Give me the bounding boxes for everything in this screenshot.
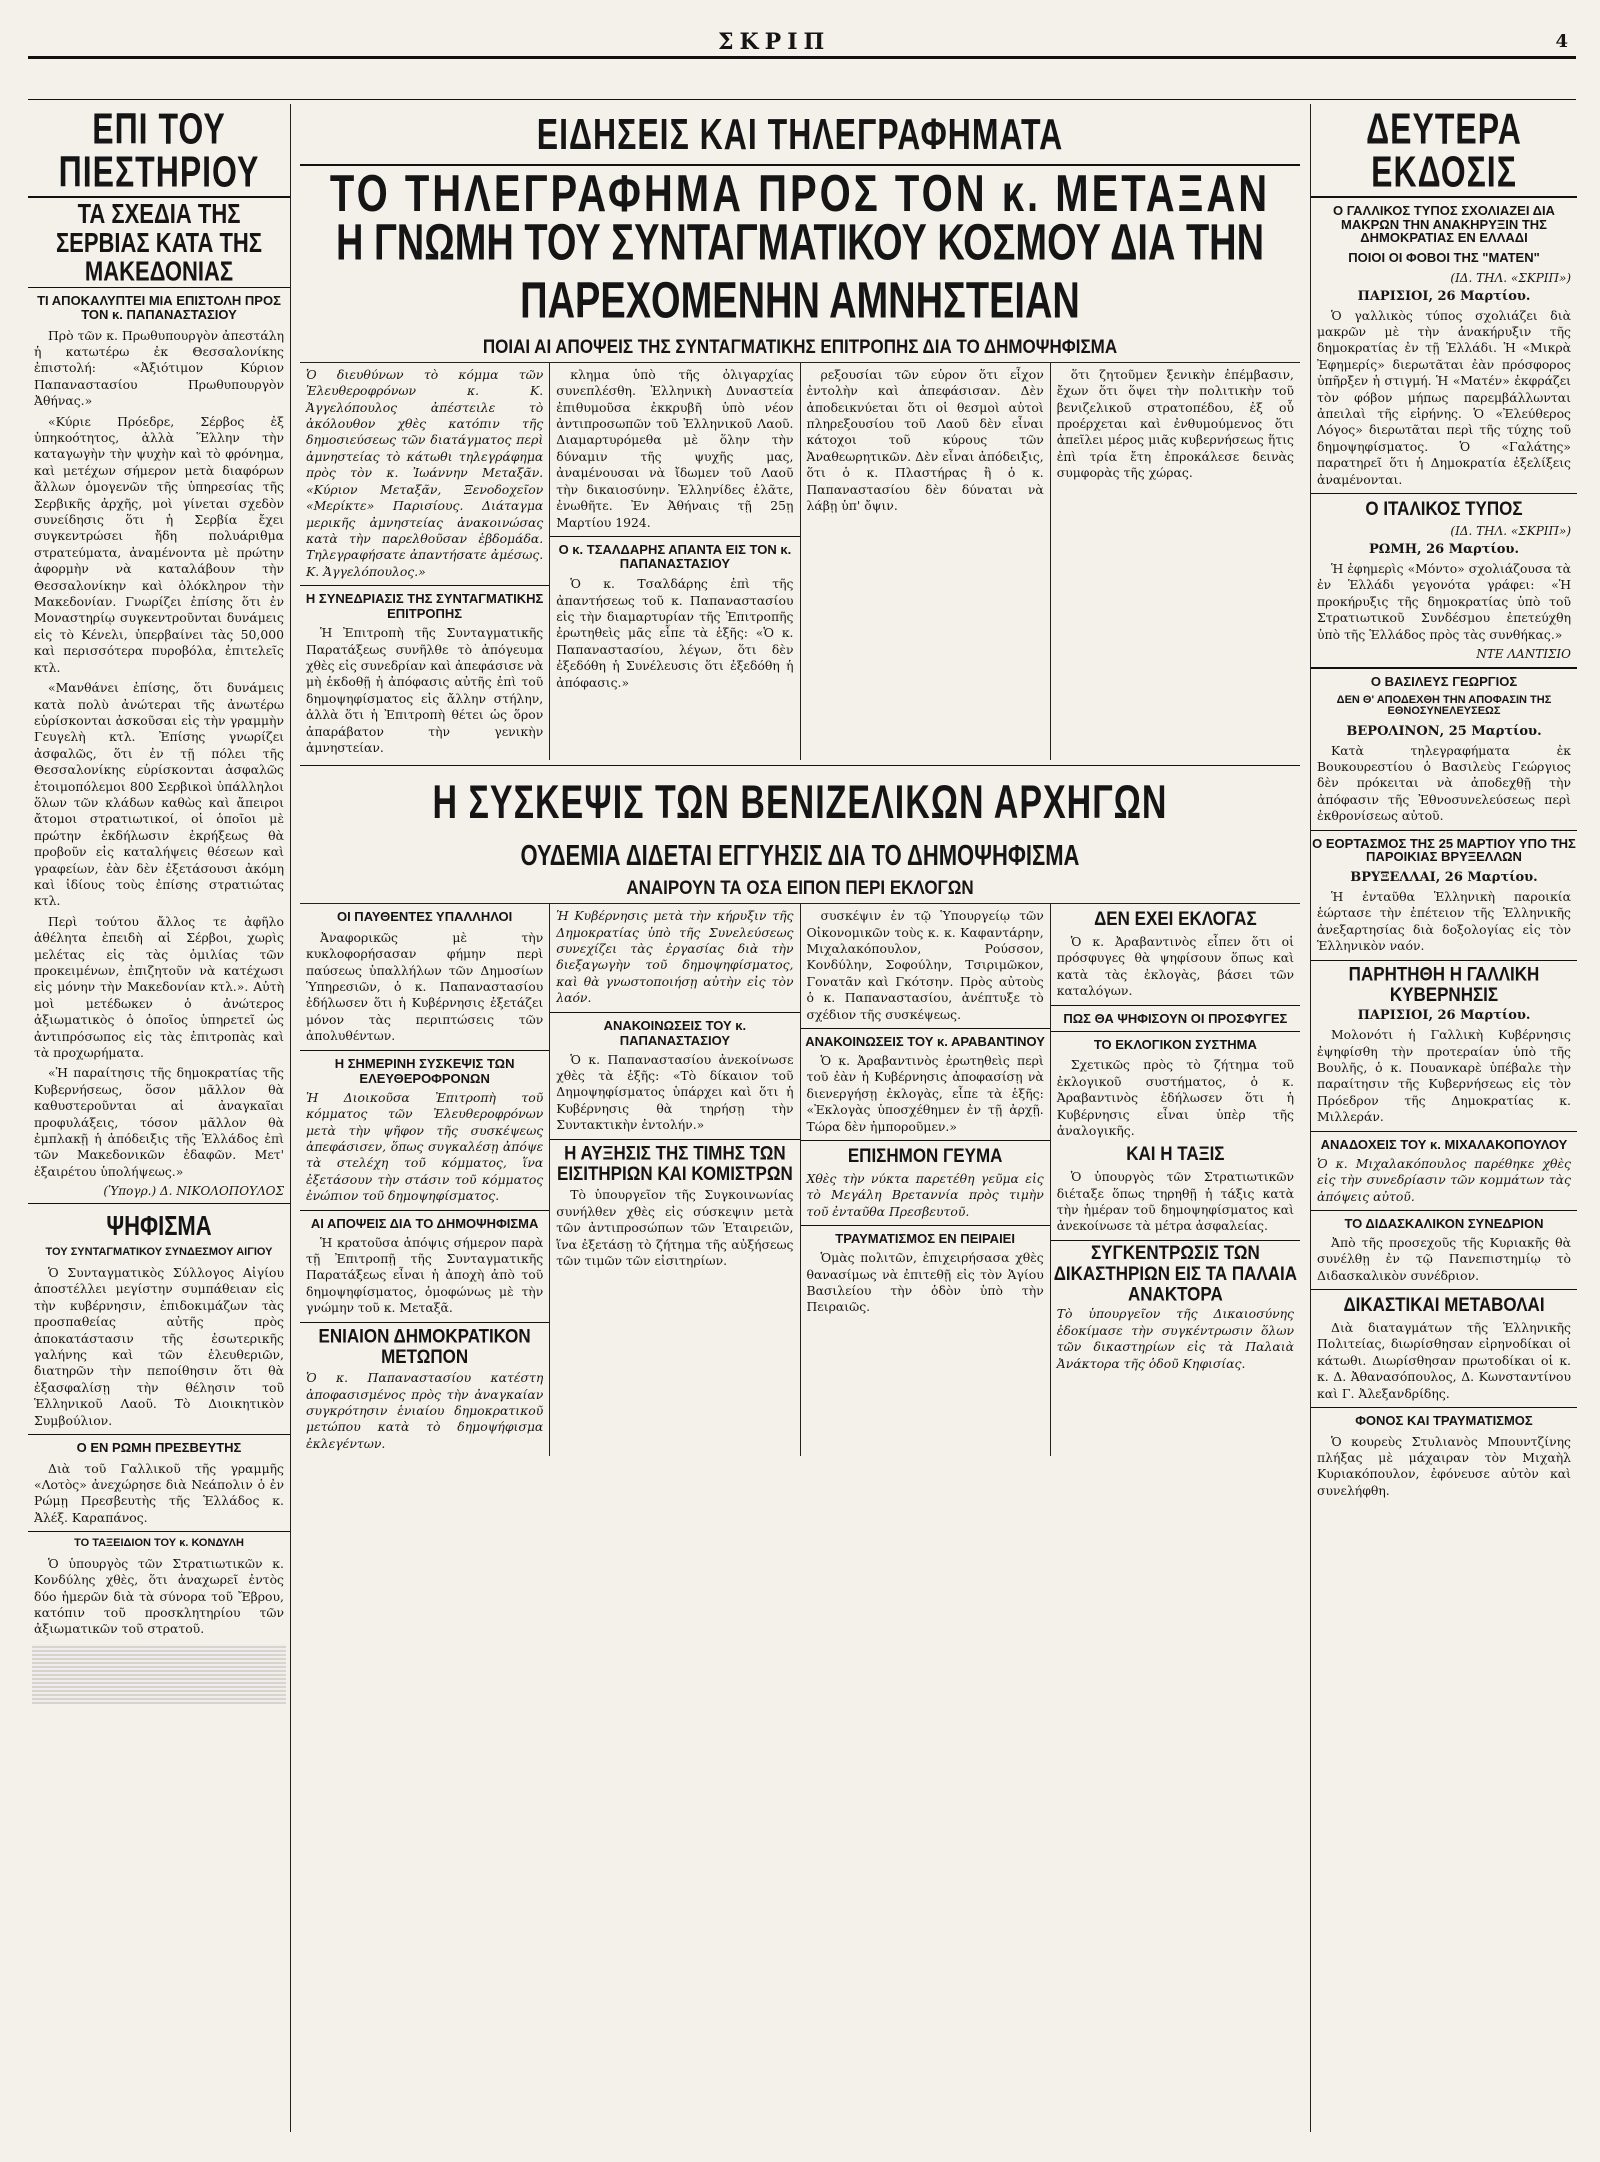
article-text: συσκέψιν ἐν τῷ Ὑπουργείῳ τῶν Οἰκονομικῶν τοὺς κ. κ. Καφαντάρην, Μιχαλακόπουλον, Ρούσσον, Κονδύλην, Σοφούλην, Τσιριμῶκον, Γονατᾶν καὶ Γκότσην. Πρὸς αὐτοὺς ὁ κ. Παπαναστασίου, ἀνέπτυξε τὸ σχέδιον τῆς συσκέψεως. <box>806 908 1044 1022</box>
amnesty-banner: Η ΓΝΩΜΗ ΤΟΥ ΣΥΝΤΑΓΜΑΤΙΚΟΥ ΚΟΣΜΟΥ ΔΙΑ ΤΗΝ ΠΑΡΕΧΟΜΕΝΗΝ ΑΜΝΗΣΤΕΙΑΝ <box>335 214 1265 330</box>
article-text: Ὁ κ. Μιχαλακόπουλος παρέθηκε χθὲς εἰς τὴν συνεδρίασιν τῶν κομμάτων τὰς ἀπόψεις αὐτοῦ. <box>1317 1155 1571 1204</box>
article-text: Τὸ ὑπουργεῖον τῆς Δικαιοσύνης ἐδοκίμασε τὴν συγκέντρωσιν ὅλων τῶν δικαστηρίων εἰς τὰ Παλαιὰ Ἀνάκτορα τῆς ὁδοῦ Κηφισίας. <box>1056 1306 1294 1371</box>
prices-headline: Η ΑΥΞΗΣΙΣ ΤΗΣ ΤΙΜΗΣ ΤΩΝ ΕΙΣΙΤΗΡΙΩΝ ΚΑΙ ΚΟΜΙΣΤΡΩΝ <box>556 1141 793 1185</box>
source-tag: (ΙΔ. ΤΗΛ. «ΣΚΡΙΠ») <box>1450 523 1571 538</box>
dateline: ΒΕΡΟΛΙΝΟΝ, 25 Μαρτίου. <box>1346 723 1542 739</box>
venizelist-banner: Η ΣΥΣΚΕΨΙΣ ΤΩΝ ΒΕΝΙΖΕΛΙΚΩΝ ΑΡΧΗΓΩΝ <box>432 776 1168 830</box>
committee-subhead: Η ΣΥΝΕΔΡΙΑΣΙΣ ΤΗΣ ΣΥΝΤΑΓΜΑΤΙΚΗΣ ΕΠΙΤΡΟΠΗΣ <box>305 591 544 622</box>
article-text: Ὁ διευθύνων τὸ κόμμα τῶν Ἐλευθεροφρόνων κ. Κ. Ἀγγελόπουλος ἀπέστειλε τὸ ἀκόλουθον χθὲς κατόπιν τῆς δημοσιεύσεως τῶν διατάγματος περὶ ἀμνηστείας τὸ κάτωθι τηλεγράφημα πρὸς τὸν κ. Ἰωάννην Μεταξᾶν. «Κύριον Μεταξᾶν, Ξενοδοχεῖον «Μερίκτε» Παρισίους. Διάταγμα μερικῆς ἀμνηστείας ἀνακοινώσας κατὰ τὴν παρελθοῦσαν ἑβδομάδα. Τηλεγραφήσατε ἀπαντήσατε ἀμέσως. Κ. Ἀγγελόπουλος.» <box>306 366 544 579</box>
article-text: «Ἡ παραίτησις τῆς δημοκρατίας τῆς Κυβερνήσεως, ὅσον μᾶλλον θὰ καθυστεροῦνται αἱ ἀναγκαῖαι προφυλάξεις, τόσον μᾶλλον θὰ ἐμπλακῇ ἡ ἀπόδειξις τῆς Ἑλλάδος ἐπὶ τῶν Μακεδονικῶν ἐδαφῶν. Μετ' ἐξαιρέτου ὑπολήψεως.» <box>34 1065 284 1179</box>
papanastasiou-subhead: ΑΝΑΚΟΙΝΩΣΕΙΣ ΤΟΥ κ. ΠΑΠΑΝΑΣΤΑΣΙΟΥ <box>603 1017 747 1048</box>
signature: ΝΤΕ ΛΑΝΤΙΣΙΟ <box>1476 646 1571 661</box>
masthead <box>28 29 1576 100</box>
article-text: Ἡ ἐφημερὶς «Μόντο» σχολιάζουσα τὰ ἐν Ἑλλάδι γεγονότα γράφει: «Ἡ προκήρυξις τῆς δημοκρατίας ὑπὸ τοῦ Στρατιωτικοῦ Συνδέσμου ἐπετεύχθη ὑπὸ τῆς Ἑλλάδος πρὸς τὰς συνθήκας.» <box>1317 560 1571 642</box>
left-column <box>28 104 291 2132</box>
signature: (Ὑπογρ.) Δ. ΝΙΚΟΛΟΠΟΥΛΟΣ <box>103 1184 284 1199</box>
paper-name: ΣΚΡΙΠ <box>718 29 831 55</box>
french-govt-headline: ΠΑΡΗΤΗΘΗ Η ΓΑΛΛΙΚΗ ΚΥΒΕΡΝΗΣΙΣ <box>1348 962 1540 1006</box>
psifisma-headline: ΨΗΦΙΣΜΑ <box>106 1210 212 1242</box>
article-text: Κατὰ τηλεγραφήματα ἐκ Βουκουρεστίου ὁ Βασιλεὺς Γεώργιος δὲν πρόκειται νὰ ἀποδεχθῇ τὴν ἀπόφασιν τῆς Ἐθνοσυνελεύσεως περὶ ἐκθρονίσεως αὐτοῦ. <box>1317 742 1571 824</box>
dateline: ΠΑΡΙΣΙΟΙ, 26 Μαρτίου. <box>1357 1008 1531 1024</box>
article-text: Ἡ Διοικοῦσα Ἐπιτροπὴ τοῦ κόμματος τῶν Ἐλευθεροφρόνων μετὰ τὴν ψῆφον τῆς συσκέψεως ἀπεφάσισεν, ὅπως συγκαλέσῃ ἀπόψε τὰ στελέχη τοῦ κόμματος, ἵνα ἐξετάσουν τὴν στάσιν τοῦ κόμματος ἐνώπιον τοῦ δημοψηφίσματος. <box>306 1089 544 1204</box>
psifisma-subhead: ΤΟΥ ΣΥΝΤΑΓΜΑΤΙΚΟΥ ΣΥΝΔΕΣΜΟΥ ΑΙΓΙΟΥ <box>45 1246 273 1259</box>
dateline: ΡΩΜΗ, 26 Μαρτίου. <box>1369 541 1519 557</box>
article-text: Ὁ ὑπουργὸς τῶν Στρατιωτικῶν κ. Κονδύλης χθὲς, ὅτι ἀναχωρεῖ ἐντὸς δύο ἡμερῶν διὰ τὰ σύνορα τοῦ Ἔβρου, κατόπιν τοῦ προσκλητηρίου τῶν ἀξιωματικῶν τοῦ στρατοῦ. <box>34 1555 284 1637</box>
brussels-headline: Ο ΕΟΡΤΑΣΜΟΣ ΤΗΣ 25 ΜΑΡΤΙΟΥ ΥΠΟ ΤΗΣ ΠΑΡΟΙΚΙΑΣ ΒΡΥΞΕΛΛΩΝ <box>1312 835 1576 865</box>
amnesty-subbanner: ΠΟΙΑΙ ΑΙ ΑΠΟΨΕΙΣ ΤΗΣ ΣΥΝΤΑΓΜΑΤΙΚΗΣ ΕΠΙΤΡΟΠΗΣ ΔΙΑ ΤΟ ΔΗΜΟΨΗΦΙΣΜΑ <box>482 335 1118 358</box>
article-text: Διὰ τοῦ Γαλλικοῦ τῆς γραμμῆς «Λοτὸς» ἀνεχώρησε διὰ Νεάπολιν ὁ ἐν Ρώμῃ Πρεσβευτὴς τῆς Ἑλλάδος κ. Ἀλέξ. Καραπάνος. <box>34 1460 284 1525</box>
tsaldaris-headline: Ο κ. ΤΣΑΛΔΑΡΗΣ ΑΠΑΝΤΑ ΕΙΣ ΤΟΝ κ. ΠΑΠΑΝΑΣΤΑΣΙΟΥ <box>558 541 792 571</box>
metopon-headline: ΕΝΙΑΙΟΝ ΔΗΜΟΚΡΑΤΙΚΟΝ ΜΕΤΩΠΟΝ <box>318 1324 531 1368</box>
french-press-headline: Ο ΓΑΛΛΙΚΟΣ ΤΥΠΟΣ ΣΧΟΛΙΑΖΕΙ ΔΙΑ ΜΑΚΡΩΝ ΤΗΝ ΑΝΑΚΗΡΥΞΙΝ ΤΗΣ ΔΗΜΟΚΡΑΤΙΑΣ ΕΝ ΕΛΛΑΔΙ <box>1333 203 1555 246</box>
article-text: «Μανθάνει ἐπίσης, ὅτι δυνάμεις κατὰ πολὺ ἀνώτεραι τῆς ἀνωτέρω εὑρίσκονται ἀσκοῦσαι εἰς τὴν γραμμὴν Γευγελὴ κτλ. Ἐπίσης γνωρίζει ἀσφαλῶς, ὅτι ἐν τῇ πόλει τῆς Θεσσαλονίκης εὑρίσκονται ἀσφαλῶς ἑτοιμοπόλεμοι 800 Σερβικοὶ ὑπάλληλοι ὅλων τῶν κλάδων καθὼς καὶ ἄπειροι ἄτομοι στρατιωτικοί, οἱ ὁποῖοι μὲ πρώτην ἐκδήλωσιν ἐκρήξεως θὰ προβοῦν εἰς καταλήψεις θέσεων καὶ γραφείων, ἐὰν δὲν ἐξετάσουσι ἀκόμη καὶ ἰδίους τοὺς ἐπίσης στρατιώτας κτλ. <box>34 680 284 909</box>
center-kicker: ΕΙΔΗΣΕΙΣ ΚΑΙ ΤΗΛΕΓΡΑΦΗΜΑΤΑ <box>536 109 1064 159</box>
murder-headline: ΦΟΝΟΣ ΚΑΙ ΤΡΑΥΜΑΤΙΣΜΟΣ <box>1355 1413 1533 1429</box>
article-text: «Κύριε Πρόεδρε, Σέρβος ἐξ ὑπηκοότητος, ἀλλὰ Ἕλλην τὴν καταγωγὴν τὴν ψυχὴν καὶ τὸ φρόνημα, καὶ μετέχων σήμερον μετὰ διαφόρων ἄλλων ὁμογενῶν τῆς ὑπηρεσίας τῆς Σερβικῆς ἀρχῆς, μοὶ γίνεται σχεδὸν συνείδησις ὅτι ἡ Σερβία ἔχει συγκεντρώσει ἤδη πολυάριθμα στρατεύματα, ἀναμένοντα μὲ πρώτην ἀφορμὴν νὰ καταλάβουν τὴν Θεσσαλονίκην καὶ ὁλόκληρον τὴν Μακεδονίαν. Γνωρίζει ἐπίσης ὅτι ἐν Μοναστηρίῳ συγκεντροῦνται δυνάμεις εἰς τὸ Κένελι, ὑπερβαίνει τὰς 50,000 καὶ περισσότερα πυροβόλα, ἐπιτελεῖς κτλ. <box>34 413 284 675</box>
upper-columns <box>300 362 1300 761</box>
article-text: Ἡ κρατοῦσα ἀπόψις σήμερον παρὰ τῇ Ἐπιτροπῇ τῆς Συνταγματικῆς Παρατάξεως εἶναι ἡ ἀποχὴ ἀπὸ τοῦ δημοψηφίσματος, ὁμοφώνως μὲ τὴν γνώμην τοῦ κ. Μεταξᾶ. <box>306 1234 544 1316</box>
article-text: Τὸ ὑπουργεῖον τῆς Συγκοινωνίας συνήλθεν χθὲς εἰς σύσκεψιν μετὰ τῶν ἀντιπροσώπων τῶν Ἑταιρειῶν, ἵνα ἐξετάσῃ τὸ ζήτημα τῆς αὐξήσεως τῶν τιμῶν τῶν εἰσιτηρίων. <box>556 1187 794 1268</box>
dateline: ΠΑΡΙΣΙΟΙ, 26 Μαρτίου. <box>1357 288 1531 304</box>
maten-subhead: ΠΟΙΟΙ ΟΙ ΦΟΒΟΙ ΤΗΣ "ΜΑΤΕΝ" <box>1348 249 1540 265</box>
geuma-headline: ΕΠΙΣΗΜΟΝ ΓΕΥΜΑ <box>847 1144 1003 1167</box>
article-text: Χθὲς τὴν νύκτα παρετέθη γεῦμα εἰς τὸ Μεγάλη Βρεταννία πρὸς τιμὴν τοῦ ἐνταῦθα Πρεσβευτοῦ. <box>806 1170 1044 1219</box>
article-text: Μολονότι ἡ Γαλλικὴ Κυβέρνησις ἐψηφίσθη τὴν προτεραίαν ὑπὸ τῆς Βουλῆς, ὁ κ. Πουανκαρὲ ὑπέβαλε τὴν παραίτησιν τῆς Κυβερνήσεως εἰς τὸν Πρόεδρον τῆς Δημοκρατίας κ. Μιλλεράν. <box>1317 1027 1571 1125</box>
italian-press-headline: Ο ΙΤΑΛΙΚΟΣ ΤΥΠΟΣ <box>1365 497 1523 520</box>
aravantinos-subhead: ΑΝΑΚΟΙΝΩΣΕΙΣ ΤΟΥ κ. ΑΡΑΒΑΝΤΙΝΟΥ <box>805 1034 1045 1050</box>
article-text: ὅτι ζητοῦμεν ξενικὴν ἐπέμβασιν, ἔχων ὅτι ὅψει τὴν πολιτικὴν τοῦ βενιζελικοῦ στρατοπέδου, ἐξ οὗ προέρχεται καὶ ἐνθυμούμενος ὅτι ἀπεῖλει μέρος μιᾶς κυβερνήσεως ἥτις ἐπὶ τρία ἔτη ἐπροκάλεσε δεινὰς συμφορὰς τῆς χώρας. <box>1056 366 1294 481</box>
article-text: Ὁμὰς πολιτῶν, ἐπιχειρήσασα χθὲς θανασίμως νὰ ἐπιτεθῇ εἰς τὸν Ἁγίου Βασιλείου τὴν ὁδὸν ὑπὸ τὴν Πειραιῶς. <box>806 1250 1044 1315</box>
page-number: 4 <box>1555 31 1568 52</box>
article-text: Ἀπὸ τῆς προσεχοῦς τῆς Κυριακῆς θὰ συνέλθῃ ἐν τῷ Πανεπιστημίῳ τὸ Διδασκαλικὸν συνέδριον. <box>1317 1234 1571 1283</box>
views-subhead: ΑΙ ΑΠΟΨΕΙΣ ΔΙΑ ΤΟ ΔΗΜΟΨΗΦΙΣΜΑ <box>310 1215 539 1231</box>
center-section <box>300 104 1300 2132</box>
serbia-headline: ΤΑ ΣΧΕΔΙΑ ΤΗΣ ΣΕΡΒΙΑΣ ΚΑΤΑ ΤΗΣ ΜΑΚΕΔΟΝΙΑΣ <box>55 198 263 288</box>
michalakopoulos-subhead: ΑΝΑΔΟΧΕΙΣ ΤΟΥ κ. ΜΙΧΑΛΑΚΟΠΟΥΛΟΥ <box>1320 1136 1568 1152</box>
article-text: Ὁ κ. Ἀραβαντινὸς εἶπεν ὅτι οἱ πρόσφυγες θὰ ψηφίσουν ὅπως καὶ κατὰ τὰς ἐκλογὰς, βάσει τῶν καταλόγων. <box>1056 934 1294 999</box>
article-text: Σχετικῶς πρὸς τὸ ζήτημα τοῦ ἐκλογικοῦ συστήματος, ὁ κ. Ἀραβαντινὸς ἐδήλωσεν ὅτι ἡ Κυβέρνησις εἶναι ὑπὲρ τῆς ἀναλογικῆς. <box>1056 1057 1294 1138</box>
injury-subhead: ΤΡΑΥΜΑΤΙΣΜΟΣ ΕΝ ΠΕΙΡΑΙΕΙ <box>835 1231 1015 1247</box>
judicial-headline: ΔΙΚΑΣΤΙΚΑΙ ΜΕΤΑΒΟΛΑΙ <box>1343 1293 1545 1316</box>
refugees-subhead: ΠΩΣ ΘΑ ΨΗΦΙΣΟΥΝ ΟΙ ΠΡΟΣΦΥΓΕΣ <box>1063 1010 1288 1026</box>
ambassador-headline: Ο ΕΝ ΡΩΜΗ ΠΡΕΣΒΕΥΤΗΣ <box>76 1439 242 1455</box>
article-text: Ὁ κ. Τσαλδάρης ἐπὶ τῆς ἀπαντήσεως τοῦ κ. Παπαναστασίου εἰς τὴν διαμαρτυρίαν τῆς Ἐπιτροπῆς ἐρωτηθεὶς μᾶς εἶπε τὰ ἑξῆς: «Ὁ κ. Παπαναστασίου, λέγων, ὅτι δὲν ἐξεδόθη ἡ Συνέλευσις ὅτι ἐξεδόθη ἡ ἀπόφασις.» <box>556 576 794 690</box>
second-edition-kicker: ΔΕΥΤΕΡΑ ΕΚΔΟΣΙΣ <box>1366 104 1522 196</box>
kondylis-headline: ΤΟ ΤΑΞΕΙΔΙΟΝ ΤΟΥ κ. ΚΟΝΔΥΛΗ <box>74 1537 244 1550</box>
lower-columns <box>300 903 1300 1456</box>
article-text: Ὁ κ. Ἀραβαντινὸς ἐρωτηθεὶς περὶ τοῦ ἐὰν ἡ Κυβέρνησις ἀποφασίσῃ νὰ διενεργήσῃ ἐκλογὰς, εἶπε τὰ ἑξῆς: «Ἐκλογὰς ὑποσχέθημεν ἐν τῇ ἀρχῇ. Τώρα δὲν ἠμποροῦμεν.» <box>806 1053 1044 1134</box>
article-text: Ὁ κ. Παπαναστασίου ἀνεκοίνωσε χθὲς τὰ ἑξῆς: «Τὸ δίκαιον τοῦ Δημοψηφίσματος ὑπάρχει καὶ ὅτι ἡ Κυβέρνησις θὰ τηρήσῃ τὴν Συντακτικὴν ἐντολήν.» <box>556 1051 794 1133</box>
elections-subbanner: ΑΝΑΙΡΟΥΝ ΤΑ ΟΣΑ ΕΙΠΟΝ ΠΕΡΙ ΕΚΛΟΓΩΝ <box>626 876 974 899</box>
courts-headline: ΣΥΓΚΕΝΤΡΩΣΙΣ ΤΩΝ ΔΙΚΑΣΤΗΡΙΩΝ ΕΙΣ ΤΑ ΠΑΛΑΙΑ ΑΝΑΚΤΟΡΑ <box>1053 1241 1298 1305</box>
king-headline: Ο ΒΑΣΙΛΕΥΣ ΓΕΩΡΓΙΟΣ <box>1370 673 1518 689</box>
article-text: Ἡ Κυβέρνησις μετὰ τὴν κήρυξιν τῆς Δημοκρατίας ὑπὸ τῆς Συνελεύσεως συνεχίζει τὰς ἐργασίας διὰ τὴν διεξαγωγὴν τοῦ δημοψηφίσματος, καὶ θὰ γνωστοποιήσῃ αὐτὴν εἰς τὸν λαόν. <box>556 908 794 1006</box>
no-elections-headline: ΔΕΝ ΕΧΕΙ ΕΚΛΟΓΑΣ <box>1094 907 1257 930</box>
source-tag: (ΙΔ. ΤΗΛ. «ΣΚΡΙΠ») <box>1450 270 1571 285</box>
order-headline: ΚΑΙ Η ΤΑΞΙΣ <box>1126 1142 1225 1165</box>
metaxas-headline: ΤΟ ΤΗΛΕΓΡΑΦΗΜΑ ΠΡΟΣ ΤΟΝ κ. ΜΕΤΑΞΑΝ <box>329 165 1271 223</box>
referendum-banner: ΟΥΔΕΜΙΑ ΔΙΔΕΤΑΙ ΕΓΓΥΗΣΙΣ ΔΙΑ ΤΟ ΔΗΜΟΨΗΦΙΣΜΑ <box>520 839 1080 872</box>
article-text: Ὁ Συνταγματικὸς Σύλλογος Αἰγίου ἀποστέλλει μεγίστην συμπάθειαν εἰς τὴν κυβέρνησιν, ἐπιδοκιμάζων τὰς προσπαθείας αὐτῆς πρὸς ἀποκατάστασιν τῆς ἐσωτερικῆς γαλήνης καὶ τῶν ἐλευθεριῶν, διατηρῶν τὴν πεποίθησιν ὅτι θὰ ἐξασφαλίσῃ τὴν θέλησιν τοῦ Ἑλληνικοῦ Λαοῦ. Τὸ Διοικητικὸν Συμβούλιον. <box>34 1264 284 1428</box>
article-text: Ὁ κ. Παπαναστασίου κατέστη ἀποφασισμένος πρὸς τὴν ἀναγκαίαν συγκρότησιν ἑνιαίου δημοκρατικοῦ μετώπου κατὰ τὸ δημοψήφισμα ἐκλεγέντων. <box>306 1370 544 1451</box>
damaged-print-area <box>32 1644 286 1704</box>
article-text: Ὁ γαλλικὸς τύπος σχολιάζει διὰ μακρῶν μὲ τὴν ἀνακήρυξιν τῆς δημοκρατίας ἐν τῇ Ἑλλάδι. Ἡ «Μικρὰ Ἐφημερίς» διερωτᾶται ἐὰν πρόσφορος ὑπῆρξεν ἡ στιγμή. Ἡ «Ματέν» ἐκφράζει τὸν φόβον μήπως παρεμβάλλωνται ἀπειλαὶ τῆς εἰρήνης. Ὁ «Ἐλεύθερος Λόγος» διερωτᾶται περὶ τῆς τύχης τοῦ δημοψηφίσματος. Ὁ «Γαλάτης» παρατηρεῖ ὅτι ἡ Δημοκρατία ἐξελίξεις ἀναμένονται. <box>1317 307 1571 487</box>
king-subhead: ΔΕΝ Θ' ΑΠΟΔΕΧΘΗ ΤΗΝ ΑΠΟΦΑΣΙΝ ΤΗΣ ΕΘΝΟΣΥΝΕΛΕΥΣΕΩΣ <box>1336 693 1552 718</box>
left-kicker: ΕΠΙ ΤΟΥ ΠΙΕΣΤΗΡΙΟΥ <box>58 104 260 196</box>
dateline: ΒΡΥΞΕΛΛΑΙ, 26 Μαρτίου. <box>1350 869 1538 885</box>
dismissed-headline: ΟΙ ΠΑΥΘΕΝΤΕΣ ΥΠΑΛΛΗΛΟΙ <box>336 909 513 925</box>
article-text: Ἡ ἐνταῦθα Ἑλληνικὴ παροικία ἑώρτασε τὴν ἐπέτειον τῆς Ἑλληνικῆς ἀνεξαρτησίας διὰ δοξολογίας εἰς τὸν Ἑλληνικὸν ναόν. <box>1317 888 1571 954</box>
article-text: Διὰ διαταγμάτων τῆς Ἑλληνικῆς Πολιτείας, διωρίσθησαν εἰρηνοδίκαι οἱ κάτωθι. Διωρίσθησαν πρωτοδίκαι οἱ κ. κ. Δ. Ἀθανασόπουλος, Δ. Κωνσταντίνου καὶ Γ. Ἀλεξανδρίδης. <box>1317 1319 1571 1401</box>
article-text: Πρὸ τῶν κ. Πρωθυπουργὸν ἀπεστάλη ἡ κατωτέρω ἐκ Θεσσαλονίκης ἐπιστολή: «Ἀξιότιμον Κύριον Παπαναστασίου Πρωθυπουργὸν Ἀθήνας.» <box>34 327 284 409</box>
right-column <box>1310 104 1577 2132</box>
article-text: Ὁ ὑπουργὸς τῶν Στρατιωτικῶν διέταξε ὅπως τηρηθῇ ἡ τάξις κατὰ τὴν ἡμέραν τοῦ δημοψηφίσματος καὶ ἀνεκοίνωσε τὰ μέτρα ἀσφαλείας. <box>1056 1169 1294 1234</box>
teachers-subhead: ΤΟ ΔΙΔΑΣΚΑΛΙΚΟΝ ΣΥΝΕΔΡΙΟΝ <box>1344 1215 1544 1231</box>
article-text: Ἀναφορικῶς μὲ τὴν κυκλοφορήσασαν φήμην περὶ παύσεως ὑπαλλήλων τῶν Δημοσίων Ὑπηρεσιῶν, ὁ κ. Παπαναστασίου ἐδήλωσεν ὅτι ἡ Κυβέρνησις ἐξετάζει μόνον τὰς περιπτώσεις τῶν ἀπολυθέντων. <box>306 929 544 1044</box>
article-text: Περὶ τούτου ἄλλος τε ἀφῆλο ἀθέλητα ἐπειδὴ αἱ Σέρβοι, χωρὶς μελέτας εἰς τὰς ὁμιλίας τῶν προκειμένων, ἐπιζητοῦν νὰ κατέχωσι εἰς μόνην τὴν Μακεδονίαν κτλ.». Αὐτὴ μοὶ μετέδωκεν ὁ ἀνώτερος ἀξιωματικὸς ὁ ὁποῖος ὑπηρετεῖ ὡς ἀντιπρόσωπος εἰς τὰς ἐπιτροπὰς καὶ τὰ προχωρήματα. <box>34 913 284 1061</box>
article-text: κλημα ὑπὸ τῆς ὀλιγαρχίας συνεπλέσθη. Ἑλληνικὴ Δυναστεία ἐπιθυμοῦσα ἐκκρυβῆ ὑπὸ νέον ἀντιπροσωπῶν τοῦ Ἑλληνικοῦ Λαοῦ. Διαμαρτυρόμεθα μὲ ὅλην τὴν δύναμιν τῆς ψυχῆς μας, ἀναμένουσαι νὰ ἴδωμεν τοῦ Λαοῦ τὴν δικαιοσύνην. Ἑλληνίδες ἐλᾶτε, ἐνωθῆτε. Ἐν Ἀθήναις τῇ 25ῃ Μαρτίου 1924. <box>556 366 794 530</box>
article-text: ρεξουσίαι τῶν εὑρον ὅτι εἶχον ἐντολὴν καὶ ἀπεφάσισαν. Δὲν ἀποδεικνύεται ὅτι οἱ θεσμοὶ αὐτοὶ πληρεξουσίου τοῦ Λαοῦ δὲν εἶναι κάτοχοι τοῦ κύρους τῶν Ἀναθεωρητικῶν. Δὲν εἶναι ἀπόδειξις, ὅτι ὁ κ. Πλαστήρας ἢ ὁ κ. Παπαναστασίου δὲν δύναται νὰ λάβῃ ὑπ' ὄψιν. <box>806 366 1044 514</box>
letter-subhead: ΤΙ ΑΠΟΚΑΛΥΠΤΕΙ ΜΙΑ ΕΠΙΣΤΟΛΗ ΠΡΟΣ ΤΟΝ κ. ΠΑΠΑΝΑΣΤΑΣΙΟΥ <box>37 293 281 322</box>
article-text: Ὁ κουρεὺς Στυλιανὸς Μπουντζίνης πλήξας μὲ μάχαιραν τὸν Μιχαὴλ Κυριακόπουλον, ἐφόνευσε αὐτὸν καὶ συνελήφθη. <box>1317 1433 1571 1498</box>
electoral-system-headline: ΤΟ ΕΚΛΟΓΙΚΟΝ ΣΥΣΤΗΜΑ <box>1093 1036 1257 1052</box>
article-text: Ἡ Ἐπιτροπὴ τῆς Συνταγματικῆς Παρατάξεως συνῆλθε τὸ ἀπόγευμα χθὲς εἰς συνεδρίαν καὶ ἀπεφάσισε νὰ μὴ ἐκδοθῇ ἡ ἀπόφασις αὐτῆς ἐπὶ τοῦ δημοψηφίσματος εἰς ἄλλην στήλην, ἀλλὰ ὅτι ἡ Ἐπιτροπὴ θέτει ὡς ὅρον ἀπαράβατον τὴν γενικὴν ἀμνηστείαν. <box>306 625 544 755</box>
eleftherofrones-subhead: Η ΣΗΜΕΡΙΝΗ ΣΥΣΚΕΨΙΣ ΤΩΝ ΕΛΕΥΘΕΡΟΦΡΟΝΩΝ <box>334 1055 515 1086</box>
